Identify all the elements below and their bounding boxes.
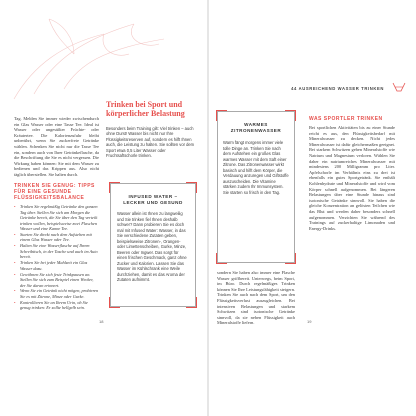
- lemon-water-box: [217, 111, 295, 263]
- bullet-icon: •: [14, 260, 16, 266]
- sport-drinks-text: Bei sportlichen Aktivitäten bis zu einer Stunde reicht es aus, den Flüssigkeitsbedarf mit Mineralwasser zu decken. Nicht jedes Mineralwasser ist dafür gleichermaßen geeignet. Bei starkem Schwitzen gehen Mineralstoffe wie Natrium und Magnesium verloren. Wählen Sie daher ein natriumreiches Mineralwasser mit mindestens 200 Milligramm pro Liter. Apfelschorle im Verhältnis eins zu drei ist ebenfalls ein gutes Sportgetränk. Sie enthält Kohlenhydrate und Mineralstoffe und wird vom Körper schnell aufgenommen. Bei längeren Belastungen über eine Stunde hinaus sind isotonische Getränke sinnvoll. Sie haben die gleiche Konzentration an gelösten Teilchen wie das Blut und werden daher besonders schnell aufgenommen. Verzichten Sie während des Trainings auf zuckerhaltige Limonaden und Energy-Drinks.: [309, 125, 395, 231]
- list-item: • Trinken Sie bei jeder Mahlzeit ein Glas Wasser dazu.: [14, 260, 88, 271]
- bullet-icon: •: [14, 204, 16, 209]
- bullet-icon: •: [14, 231, 16, 237]
- sport-drinks-heading: WAS SPORTLER TRINKEN: [309, 116, 383, 122]
- bullet-icon: •: [14, 243, 16, 249]
- list-item: • Trinken Sie regelmäßig Getränke den ganzen Tag über. Stellen Sie sich am Morgen die Getränke bereit, die Sie über den Tag verteilt trinken wollen, beispielsweise zwei Flaschen Wasser und eine Kanne Tee.: [14, 204, 98, 231]
- bullet-icon: •: [14, 299, 16, 305]
- infused-water-title: INFUSED WATER – LECKER UND GESUND: [123, 194, 183, 205]
- lemon-water-body: Warm fängt morgens immer viele tolle Dinge an. Trinken Sie nach dem Aufstehen ein großes Glas warmes Wasser mit dem Saft einer Zitrone. Das Zitronenwasser wirkt basisch und hilft dem Körper, die Verdauung anzuregen und Giftstoffe auszuscheiden. Die Vitamine stärken zudem Ihr Immunsystem. Sie starten so frisch in den Tag.: [223, 140, 289, 195]
- list-item: • Halten Sie eine Wasserflasche auf Ihrem Schreibtisch, in der Tasche und auch im Auto bereit.: [14, 243, 98, 260]
- right-page: [209, 0, 416, 416]
- left-page: [0, 0, 207, 416]
- water-glass-icon: [392, 81, 406, 93]
- lemon-water-title: WARMES ZITRONENWASSER: [230, 122, 282, 133]
- intro-paragraph: Tag. Melden Sie immer wieder zwischendurch ein Glas Wasser oder eine Tasse Tee. Ideal ist Wasser oder ungesüßter Früchte- oder Kräutertee. Die Kalorienzufuhr bleibt unberührt, wenn Sie zuckerfreie Getränke wählen. Schenken Sie nicht nur die Tasse Tee ein, sondern auch von Ihrer Getränkeflasche, da die Beschriftung die Sie es nicht vergessen. Die Wirkung haben können: Sie mit dem Wasser zu bedienen und das Krippen aus. Also nicht täglich überstellen. Sie halten durch.: [14, 116, 99, 177]
- page-number-right: 19: [307, 319, 312, 324]
- tips-list: [14, 204, 99, 311]
- right-column-text: [217, 270, 295, 331]
- list-item: • Wenn Sie ein Getränk nicht mögen, probieren Sie es mit Zitrone, Minze oder Gurke.: [14, 288, 99, 299]
- sport-heading: Trinken bei Sport und körperlicher Belastung: [106, 100, 185, 118]
- tips-heading: TRINKEN SIE GENUG: TIPPS FÜR EINE GESUNDE FLÜSSIGKEITSBALANCE: [14, 183, 95, 201]
- bullet-icon: •: [14, 288, 16, 294]
- infused-water-box: [110, 183, 196, 307]
- sport-drinks-section: [309, 116, 395, 231]
- sport-lead: Besonders beim Training gilt: Viel trinken – auch ohne Durst! Wasser bis nicht nur Ihre Flüssigkeitsreserven auf, sondern es hilft Ihnen auch, die Leistung zu halten. Sie sollten vor dem Sport etwa 0,5 Liter Wasser oder Fruchtsaftschorle trinken.: [106, 126, 195, 159]
- running-head: 44 AUSREICHEND WASSER TRINKEN: [291, 86, 384, 91]
- leaf-decoration-icon: [4, 4, 174, 104]
- bullet-icon: •: [14, 271, 16, 277]
- tips-section: [14, 183, 99, 311]
- list-item: • Gewöhnen Sie sich feste Trinkpausen an. Stellen Sie sich zum Beispiel einen Wecker, der Sie daran erinnert.: [14, 271, 94, 288]
- left-intro-text: [14, 116, 99, 183]
- list-item: • Kontrollieren Sie an Ihrem Urin, ob Sie genug trinken: Er sollte hellgelb sein.: [14, 299, 88, 311]
- column-paragraph: sondern Sie haben also immer eine Flasche Wasser griffbereit. Unterwegs, beim Sport, im Büro. Durch regelmäßiges Trinken können Sie Ihre Leistungsfähigkeit steigern. Trinken Sie auch nach dem Sport, um den Flüssigkeitsverlust auszugleichen. Bei intensiven Belastungen und starkem Schwitzen sind isotonische Getränke sinnvoll, da sie neben Flüssigkeit auch Mineralstoffe liefern.: [217, 270, 295, 326]
- list-item: • Starten Sie direkt nach dem Aufstehen mit einem Glas Wasser oder Tee.: [14, 231, 92, 243]
- page-number-left: 18: [99, 319, 104, 324]
- infused-water-body: Wasser allein ist Ihnen zu langweilig und Sie trinken fiel Ihnen deshalb schwer? Dann probieren Sie es doch mal mit Infused Water: Wasser, in das Sie verschiedene Zutaten geben, beispielsweise Zitronen-, Orangen- oder Limettenscheiben, Gurke, Minze, Beeren oder Ingwer. Das sorgt für einen frischen Geschmack, ganz ohne Zucker und Kalorien. Lassen Sie das Wasser im Kühlschrank eine Weile durchziehen, damit es das Aroma der Zutaten aufnimmt.: [117, 211, 187, 282]
